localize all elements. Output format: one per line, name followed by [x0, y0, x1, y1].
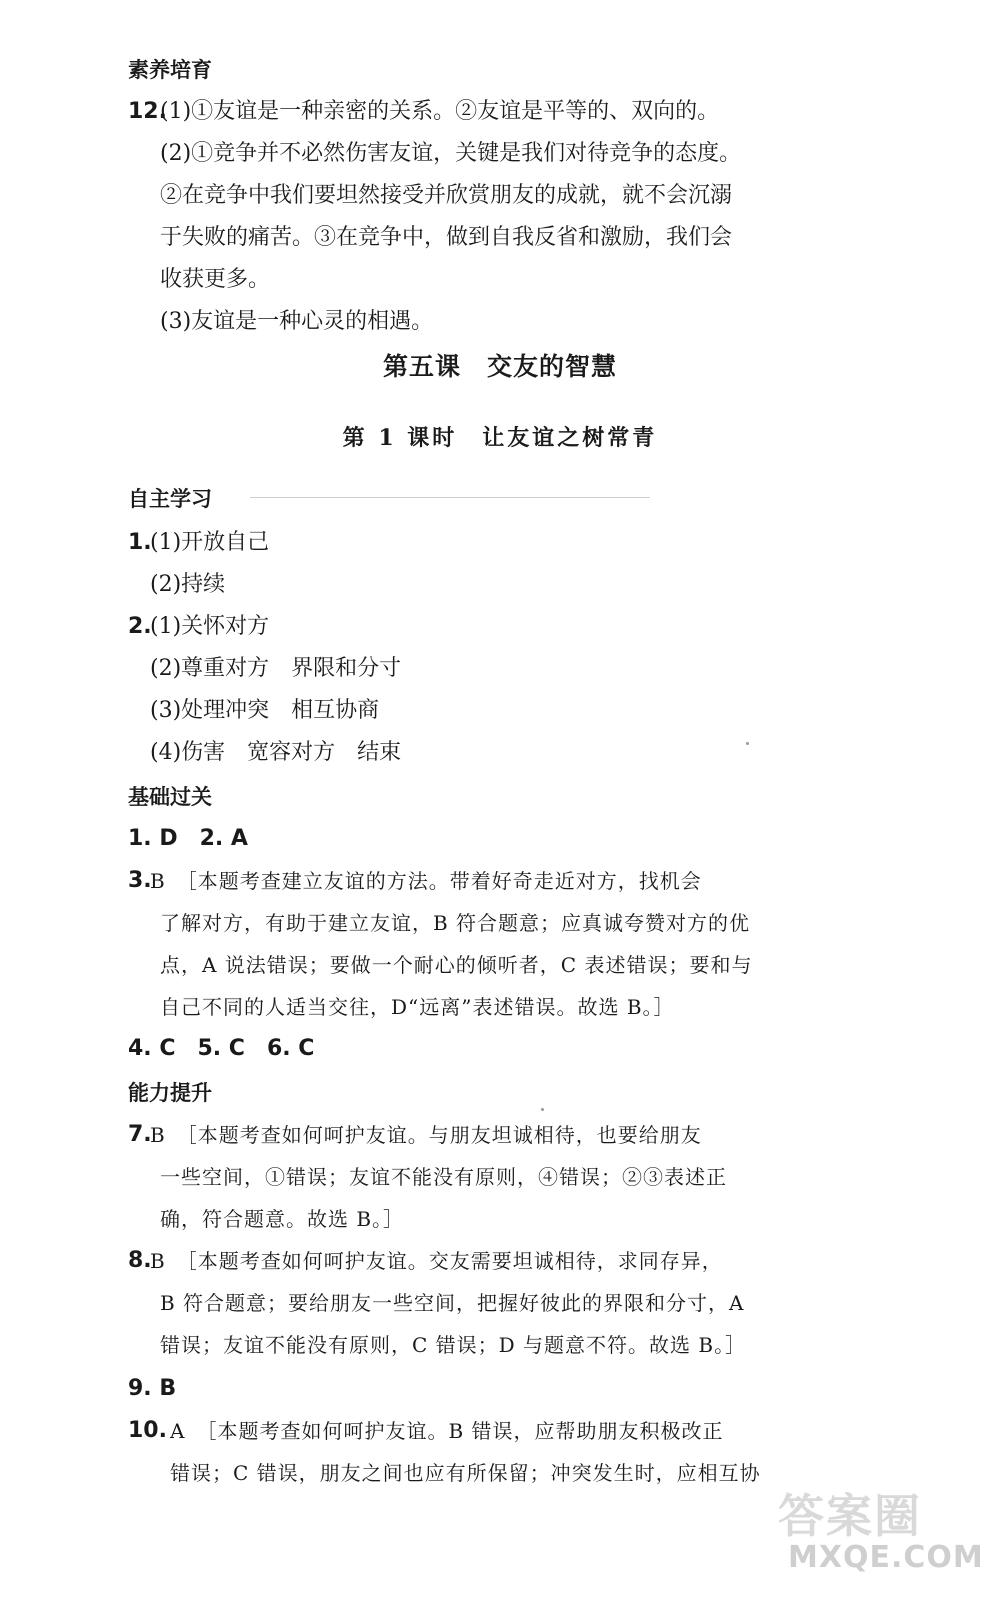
answer-10-line-2: 错误；C 错误，朋友之间也应有所保留；冲突发生时，应相互协: [170, 1461, 761, 1485]
answer-3-line-4: 自己不同的人适当交往，D“远离”表述错误。故选 B。］: [160, 995, 675, 1019]
answer-8-line-3: 错误；友谊不能没有原则，C 错误；D 与题意不符。故选 B。］: [160, 1333, 747, 1357]
watermark-text: 答案圈: [778, 1489, 922, 1543]
answer-1a: (1)开放自己: [150, 530, 270, 555]
section-heading-suyang: 素养培育: [128, 58, 212, 82]
answers-4-6: 4. C 5. C 6. C: [128, 1036, 315, 1061]
answer-12-line-1: (1)①友谊是一种亲密的关系。②友谊是平等的、双向的。: [160, 99, 720, 124]
answer-3-line-1: B ［本题考查建立友谊的方法。带着好奇走近对方，找机会: [150, 869, 702, 893]
question-number-3: 3.: [128, 868, 152, 893]
answer-9: 9. B: [128, 1376, 177, 1401]
answer-2c: (3)处理冲突 相互协商: [150, 698, 380, 723]
answer-12-line-2: (2)①竞争并不必然伤害友谊，关键是我们对待竞争的态度。: [160, 141, 742, 166]
watermark-url: MXQE.COM: [788, 1540, 984, 1575]
question-number-10: 10.: [128, 1418, 167, 1443]
answer-7-line-1: B ［本题考查如何呵护友谊。与朋友坦诚相待，也要给朋友: [150, 1123, 702, 1147]
answer-7-line-2: 一些空间，①错误；友谊不能没有原则，④错误；②③表述正: [160, 1165, 727, 1189]
answer-3-line-2: 了解对方，有助于建立友谊，B 符合题意；应真诚夸赞对方的优: [160, 911, 751, 935]
question-number-2: 2.: [128, 614, 152, 639]
answer-12-line-4: 于失败的痛苦。③在竞争中，做到自我反省和激励，我们会: [160, 225, 733, 250]
watermark-logo: [778, 1480, 984, 1590]
period-title: 第 1 课时 让友谊之树常青: [342, 425, 658, 451]
section-heading-nengli: 能力提升: [128, 1081, 212, 1105]
section-heading-jichu: 基础过关: [128, 785, 212, 809]
speck: [746, 742, 749, 745]
answer-1b: (2)持续: [150, 572, 226, 597]
answer-12-line-6: (3)友谊是一种心灵的相遇。: [160, 309, 434, 334]
answers-1-2: 1. D 2. A: [128, 826, 248, 851]
question-number-7: 7.: [128, 1122, 152, 1147]
answer-2a: (1)关怀对方: [150, 614, 270, 639]
answer-8-line-1: B ［本题考查如何呵护友谊。交友需要坦诚相待，求同存异，: [150, 1249, 723, 1273]
question-number-8: 8.: [128, 1248, 152, 1273]
answer-3-line-3: 点，A 说法错误；要做一个耐心的倾听者，C 表述错误；要和与: [160, 953, 753, 977]
answer-2b: (2)尊重对方 界限和分寸: [150, 656, 402, 681]
section-heading-zizhu: 自主学习: [128, 487, 212, 511]
answer-2d: (4)伤害 宽容对方 结束: [150, 740, 402, 765]
answer-7-line-3: 确，符合题意。故选 B。］: [160, 1207, 405, 1231]
answer-12-line-3: ②在竞争中我们要坦然接受并欣赏朋友的成就，就不会沉溺: [160, 183, 733, 208]
answer-12-line-5: 收获更多。: [160, 267, 271, 292]
speck: [541, 1108, 544, 1111]
answer-8-line-2: B 符合题意；要给朋友一些空间，把握好彼此的界限和分寸，A: [160, 1291, 745, 1315]
question-number-1: 1.: [128, 530, 152, 555]
divider-line: [250, 497, 650, 498]
lesson-title: 第五课 交友的智慧: [382, 352, 617, 381]
answer-10-line-1: A ［本题考查如何呵护友谊。B 错误，应帮助朋友积极改正: [170, 1419, 724, 1443]
question-number-12: 12.: [128, 99, 167, 124]
